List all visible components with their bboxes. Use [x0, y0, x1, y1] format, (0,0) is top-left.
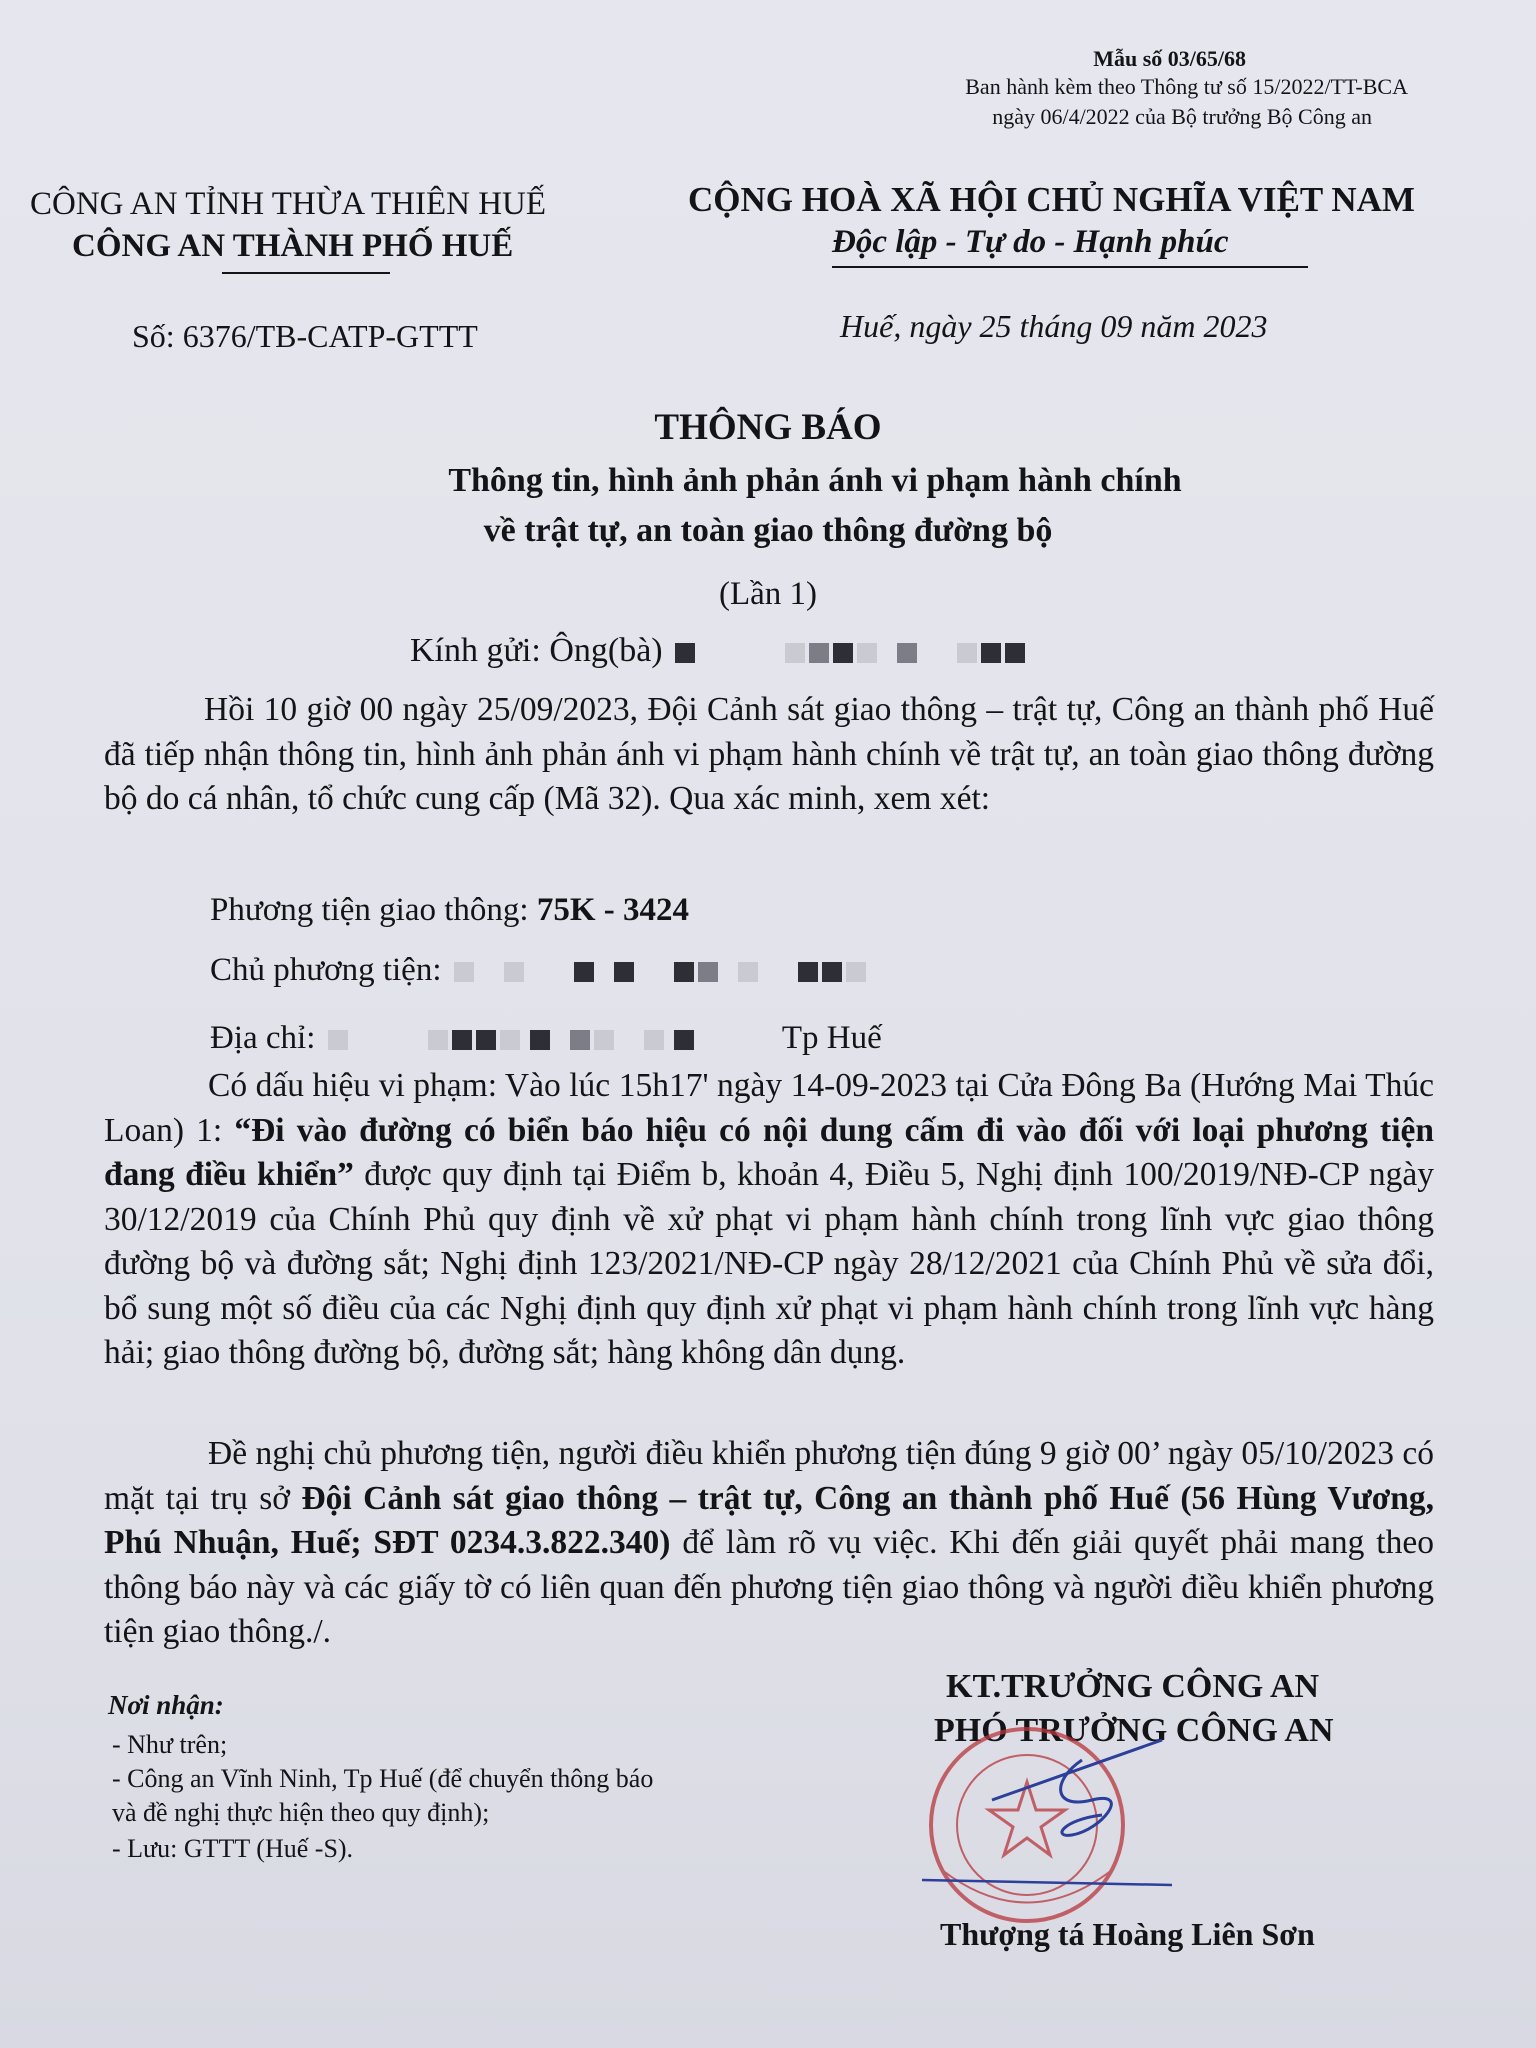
recipients-item: - Công an Vĩnh Ninh, Tp Huế (để chuyển thông báo — [112, 1764, 654, 1793]
recipients-heading: Nơi nhận: — [108, 1690, 224, 1720]
signature-title-line1: KT.TRƯỞNG CÔNG AN — [946, 1668, 1320, 1705]
owner-label: Chủ phương tiện: — [210, 952, 442, 988]
intro-paragraph — [104, 688, 1434, 822]
recipient-label: Kính gửi: Ông(bà) — [410, 632, 663, 669]
redacted-address — [324, 1020, 702, 1056]
form-issued-date: ngày 06/4/2022 của Bộ trưởng Bộ Công an — [992, 104, 1372, 129]
address-field — [210, 1020, 882, 1057]
request-location: Đội Cảnh sát giao thông – trật tự, Công an thành phố Huế (56 Hùng Vương, Phú Nhuận, Huế; SĐT 0234.3.822.340) — [104, 1479, 1434, 1561]
form-issued-by: Ban hành kèm theo Thông tư số 15/2022/TT-BCA — [965, 74, 1408, 99]
official-seal — [902, 1720, 1182, 1930]
document-subtitle-line1: Thông tin, hình ảnh phản ánh vi phạm hành chính — [448, 462, 1182, 499]
intro-text: Hồi 10 giờ 00 ngày 25/09/2023, Đội Cảnh sát giao thông – trật tự, Công an thành phố Huế đã tiếp nhận thông tin, hình ảnh phản ánh vi phạm hành chính về trật tự, an toàn giao thông đường bộ do cá nhân, tổ chức cung cấp (Mã 32). Qua xác minh, xem xét: — [104, 691, 1434, 817]
request-prefix: Đề nghị chủ phương tiện, người điều khiển phương tiện đúng 9 giờ 00’ ngày 05/10/2023 có mặt tại trụ sở — [104, 1435, 1434, 1517]
owner-field — [210, 952, 866, 989]
document-subtitle-line2: về trật tự, an toàn giao thông đường bộ — [483, 512, 1053, 549]
request-rest: để làm rõ vụ việc. Khi đến giải quyết phải mang theo thông báo này và các giấy tờ có liên quan đến phương tiện giao thông và người điều khiển phương tiện giao thông./. — [104, 1524, 1434, 1650]
signer-name: Thượng tá Hoàng Liên Sơn — [940, 1916, 1315, 1952]
national-motto: Độc lập - Tự do - Hạnh phúc — [832, 224, 1229, 260]
request-paragraph — [104, 1432, 1434, 1655]
violation-description: “Đi vào đường có biển báo hiệu có nội dung cấm đi vào đối với loại phương tiện đang điều khiển” — [104, 1111, 1434, 1193]
vehicle-field — [210, 892, 689, 929]
notice-attempt: (Lần 1) — [718, 576, 818, 612]
recipients-item: - Như trên; — [112, 1730, 228, 1759]
violation-paragraph — [104, 1064, 1434, 1376]
agency-parent: CÔNG AN TỈNH THỪA THIÊN HUẾ — [30, 186, 547, 222]
signature-title-line2: PHÓ TRƯỞNG CÔNG AN — [934, 1712, 1334, 1749]
address-label: Địa chỉ: — [210, 1020, 316, 1056]
redacted-owner — [450, 952, 866, 988]
document-title: THÔNG BÁO — [654, 407, 882, 448]
violation-prefix: Có dấu hiệu vi phạm: Vào lúc 15h17' ngày 14-09-2023 tại Cửa Đông Ba (Hướng Mai Thúc Loan) 1: — [104, 1067, 1434, 1149]
address-city: Tp Huế — [781, 1020, 882, 1056]
recipients-item: và đề nghị thực hiện theo quy định); — [112, 1798, 490, 1827]
place-and-date: Huế, ngày 25 tháng 09 năm 2023 — [840, 308, 1268, 344]
document-number: Số: 6376/TB-CATP-GTTT — [132, 318, 478, 354]
vehicle-label: Phương tiện giao thông: — [210, 892, 537, 928]
recipient-line — [410, 632, 1025, 670]
vehicle-plate: 75K - 3424 — [536, 892, 689, 928]
motto-underline — [832, 266, 1308, 268]
agency-underline — [222, 272, 390, 274]
agency-name: CÔNG AN THÀNH PHỐ HUẾ — [72, 228, 514, 264]
violation-legal-basis: được quy định tại Điểm b, khoản 4, Điều 5, Nghị định 100/2019/NĐ-CP ngày 30/12/2019 của Chính Phủ quy định về xử phạt vi phạm hành chính trong lĩnh vực giao thông đường bộ và đường sắt; Nghị định 123/2021/NĐ-CP ngày 28/12/2021 của Chính Phủ về sửa đổi, bổ sung một số điều của các Nghị định quy định xử phạt vi phạm hành chính trong lĩnh vực hàng hải; giao thông đường bộ, đường sắt; hàng không dân dụng. — [104, 1156, 1434, 1371]
form-code: Mẫu số 03/65/68 — [1093, 46, 1246, 71]
redacted-name — [671, 632, 1025, 669]
recipients-item: - Lưu: GTTT (Huế -S). — [112, 1834, 354, 1863]
country-name: CỘNG HOÀ XÃ HỘI CHỦ NGHĨA VIỆT NAM — [688, 180, 1415, 219]
